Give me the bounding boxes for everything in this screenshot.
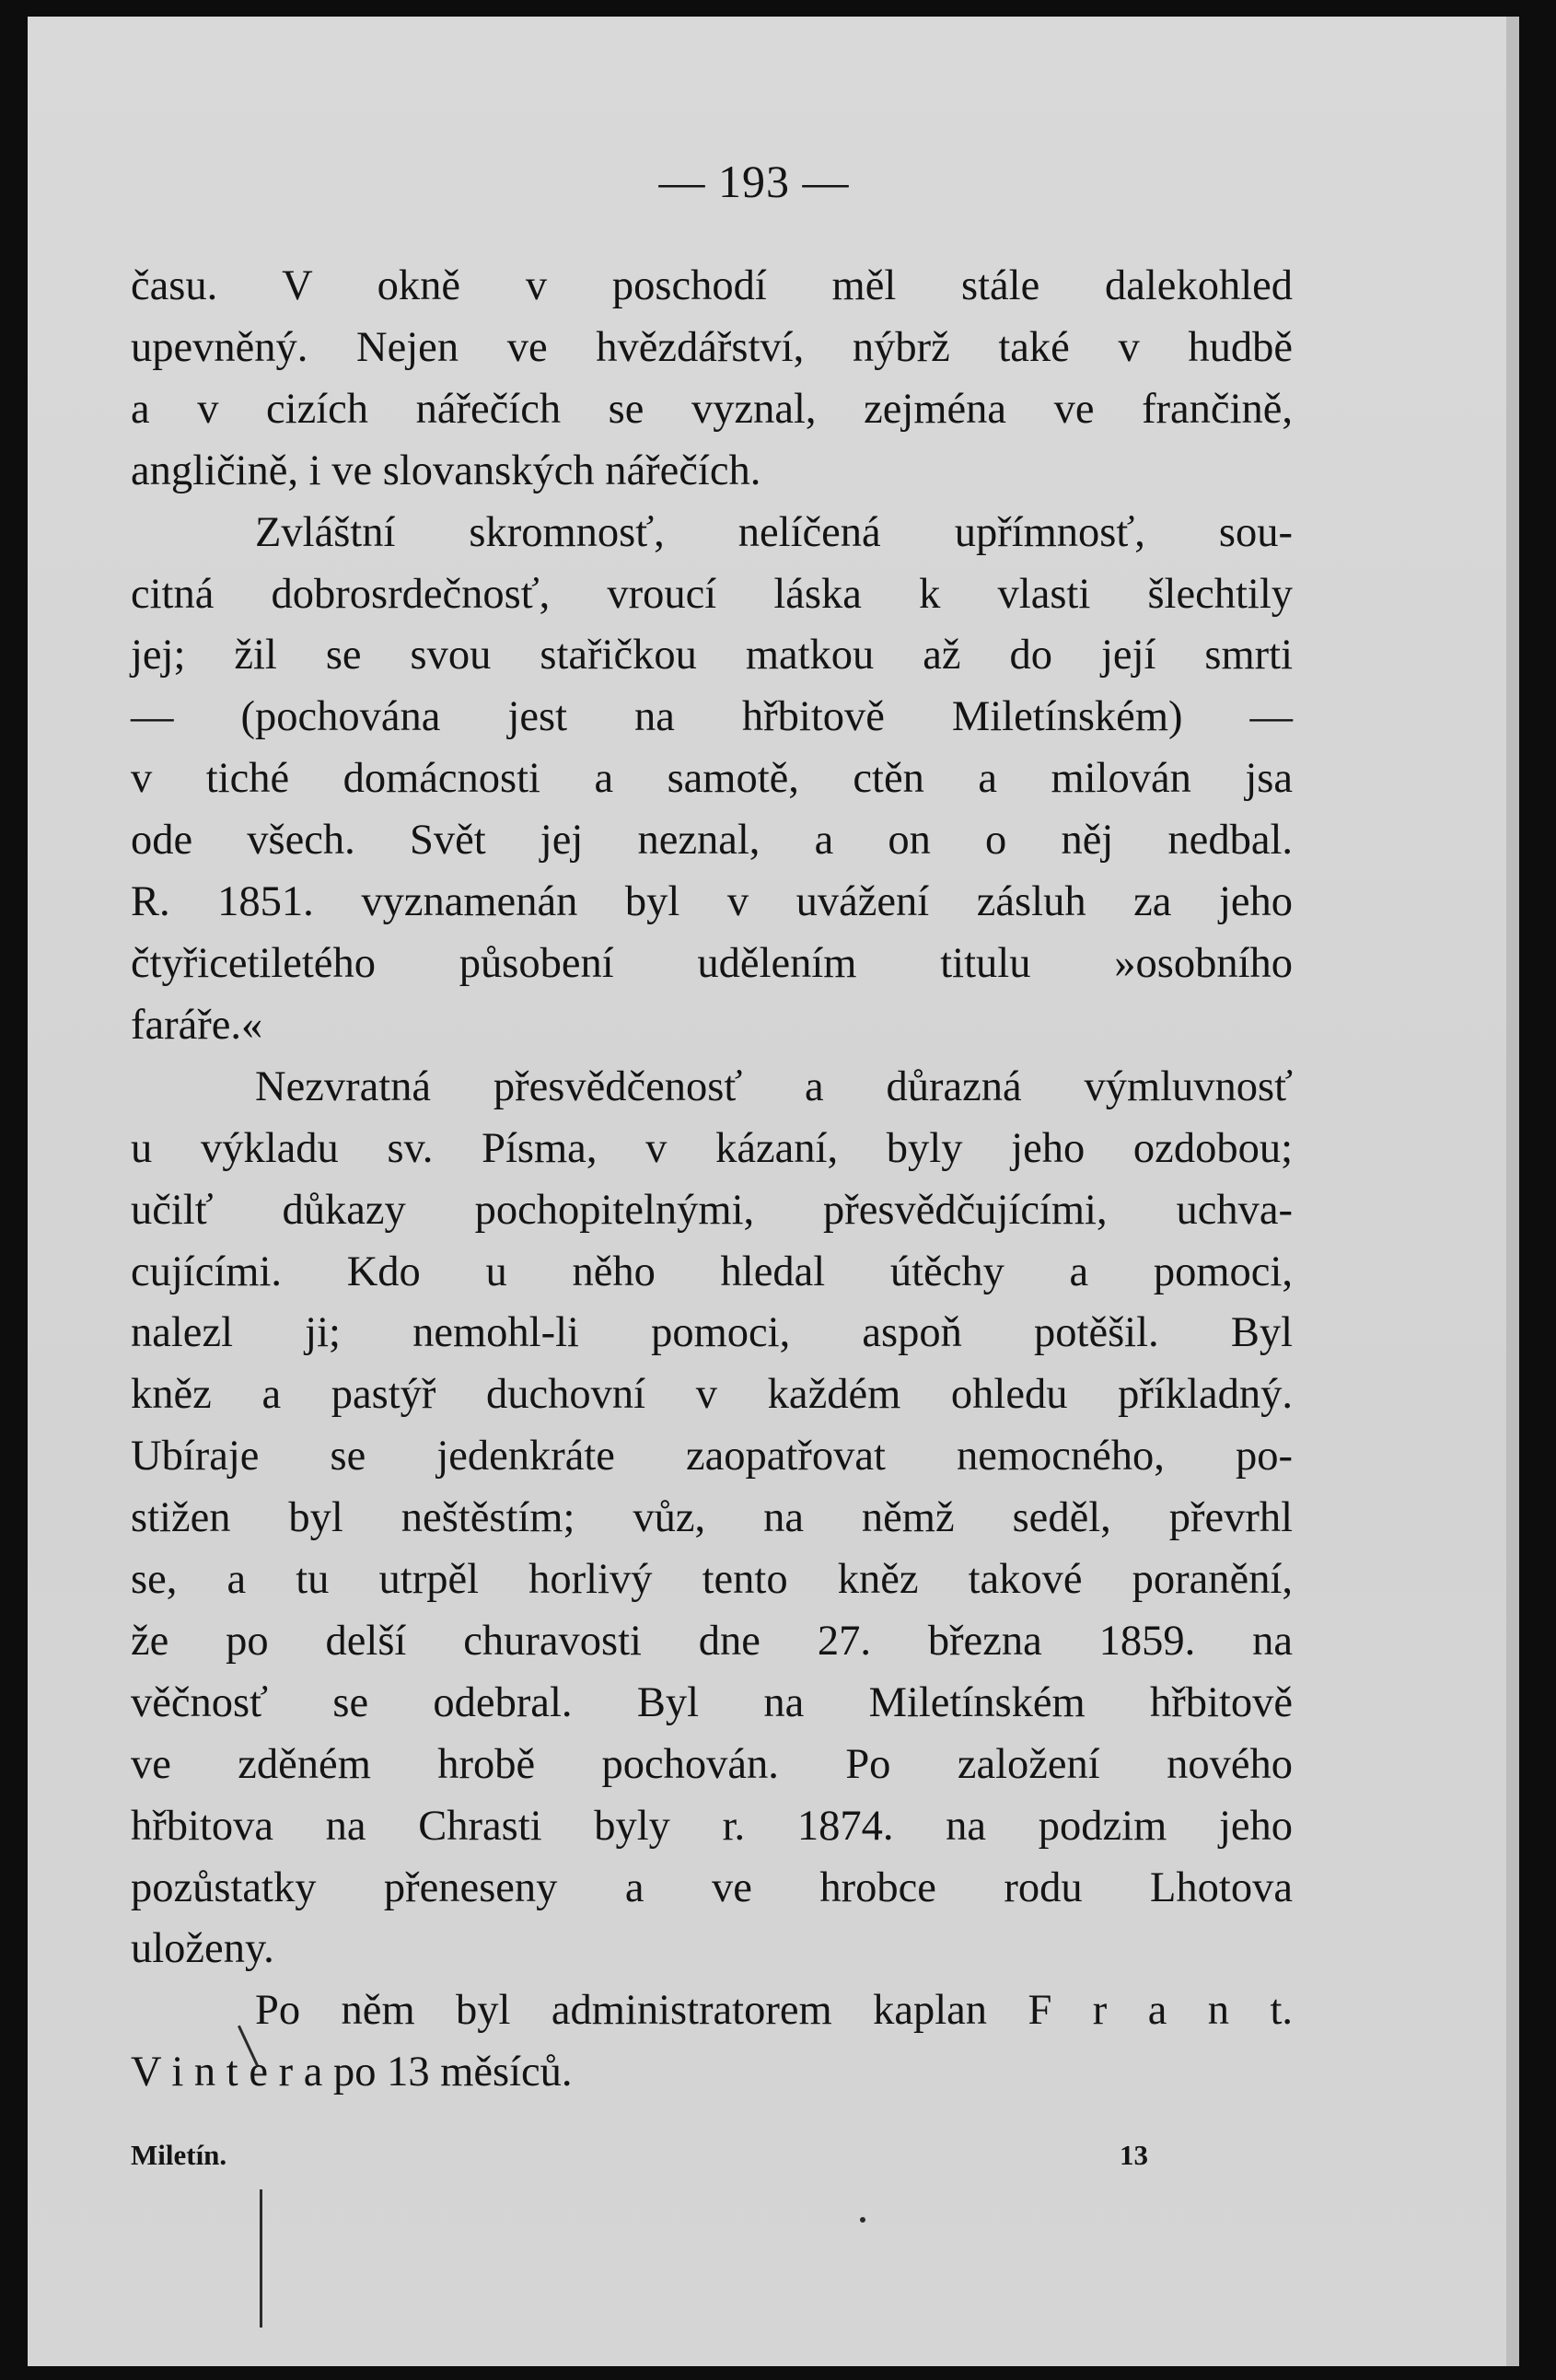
text-line: citná dobrosrdečnosť, vroucí láska k vlasti šlechtily bbox=[131, 570, 1293, 618]
text-line: kněz a pastýř duchovní v každém ohledu příkladný. bbox=[131, 1371, 1293, 1419]
book-page bbox=[28, 17, 1519, 2366]
text-line: pozůstatky přeneseny a ve hrobce rodu Lhotova bbox=[131, 1863, 1293, 1911]
paragraph bbox=[131, 503, 1293, 1057]
text-line: čtyřicetiletého působení udělením titulu »osobního bbox=[131, 939, 1293, 987]
page-edge bbox=[1506, 17, 1519, 2366]
scan-mark bbox=[260, 2189, 262, 2328]
text-line: Ubíraje se jedenkráte zaopatřovat nemocného, po- bbox=[131, 1433, 1293, 1480]
page-number: — 193 — bbox=[658, 156, 850, 207]
text-line: — (pochována jest na hřbitově Miletínském) — bbox=[131, 693, 1293, 741]
text-line: ve zděném hrobě pochován. Po založení nového bbox=[131, 1740, 1293, 1788]
footer-signature: Miletín. bbox=[131, 2139, 227, 2171]
text-line: že po delší churavosti dne 27. března 1859. na bbox=[131, 1617, 1293, 1665]
text-line: V i n t e r a po 13 měsíců. bbox=[131, 2049, 573, 2096]
text-line: faráře.« bbox=[131, 1001, 263, 1049]
text-line: ode všech. Svět jej neznal, a on o něj nedbal. bbox=[131, 817, 1293, 865]
text-line: angličině, i ve slovanských nářečích. bbox=[131, 447, 761, 494]
text-line: hřbitova na Chrasti byly r. 1874. na podzim jeho bbox=[131, 1802, 1293, 1850]
text-line: věčnosť se odebral. Byl na Miletínském hřbitově bbox=[131, 1678, 1293, 1726]
text-line: R. 1851. vyznamenán byl v uvážení zásluh za jeho bbox=[131, 878, 1293, 926]
footer-sheet-number: 13 bbox=[1120, 2139, 1148, 2171]
text-line: Zvláštní skromnosť, nelíčená upřímnosť, sou- bbox=[255, 508, 1293, 556]
text-line: upevněný. Nejen ve hvězdářství, nýbrž také v hudbě bbox=[131, 323, 1293, 371]
text-line: se, a tu utrpěl horlivý tento kněz takové poranění, bbox=[131, 1556, 1293, 1604]
paragraph bbox=[131, 1980, 1293, 2104]
text-line: nalezl ji; nemohl-li pomoci, aspoň potěšil. Byl bbox=[131, 1309, 1293, 1357]
paragraph bbox=[131, 256, 1293, 503]
text-line: v tiché domácnosti a samotě, ctěn a milován jsa bbox=[131, 755, 1293, 803]
text-line: Po něm byl administratorem kaplan F r a n t. bbox=[255, 1987, 1293, 2035]
paragraph bbox=[131, 1057, 1293, 1981]
text-line: jej; žil se svou stařičkou matkou až do její smrti bbox=[131, 632, 1293, 679]
body-text bbox=[131, 256, 1293, 2104]
text-line: uloženy. bbox=[131, 1925, 274, 1973]
text-line: a v cizích nářečích se vyznal, zejména ve frančině, bbox=[131, 385, 1293, 433]
text-line: u výkladu sv. Písma, v kázaní, byly jeho ozdobou; bbox=[131, 1124, 1293, 1172]
text-block bbox=[131, 155, 1293, 2104]
text-line: učilť důkazy pochopitelnými, přesvědčujícími, uchva- bbox=[131, 1186, 1293, 1234]
text-line: cujícími. Kdo u něho hledal útěchy a pomoci, bbox=[131, 1248, 1293, 1295]
text-line: Nezvratná přesvědčenosť a důrazná výmluvnosť bbox=[255, 1062, 1293, 1110]
scan-mark bbox=[860, 2217, 865, 2223]
text-line: stižen byl neštěstím; vůz, na němž seděl, převrhl bbox=[131, 1494, 1293, 1542]
text-line: času. V okně v poschodí měl stále dalekohled bbox=[131, 262, 1293, 309]
